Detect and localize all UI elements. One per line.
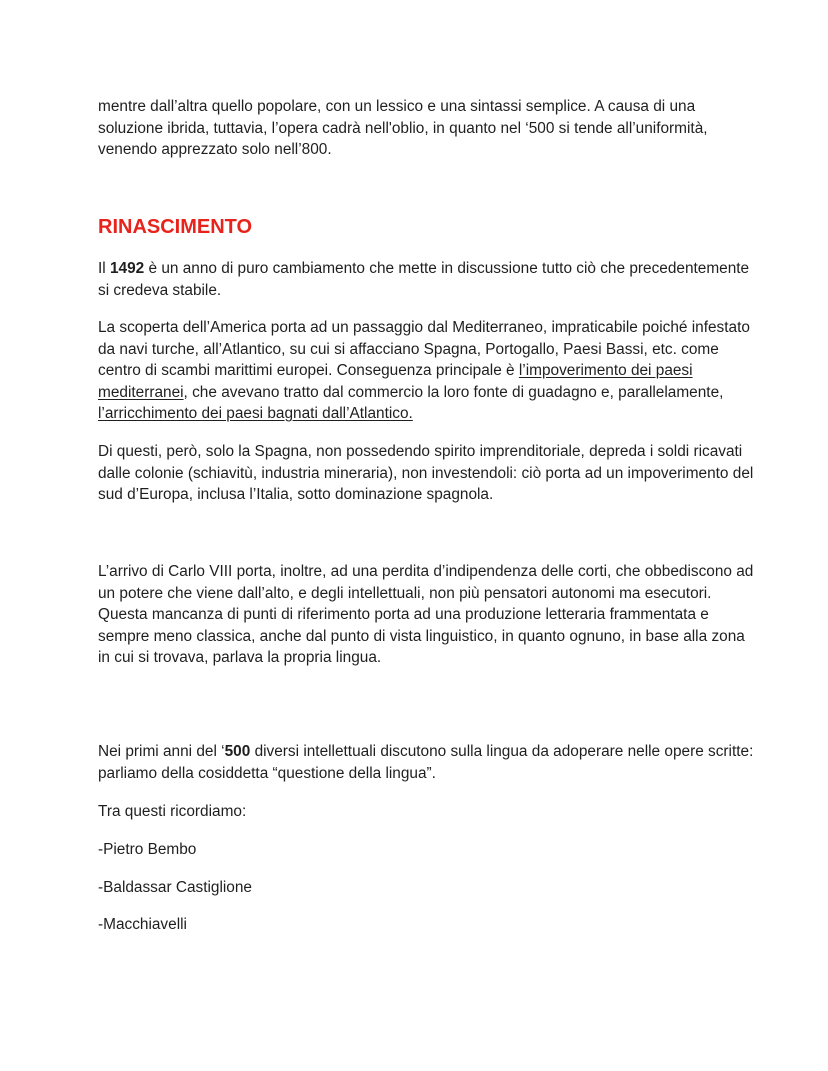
paragraph-text: La scoperta dell’America porta ad un passaggio dal Mediterraneo, impraticabile poiché infestato da navi turche, all’Atlantico, su cui si affacciano Spagna, Portogallo, Paesi Bassi, etc. come centro di scambi marittimi europei. Conseguenza principale è [98, 319, 750, 379]
paragraph-text: Il [98, 260, 110, 277]
underlined-text: l’impoverimento dei paesi mediterranei [98, 362, 693, 401]
paragraph-carlo-viii: L’arrivo di Carlo VIII porta, inoltre, ad una perdita d’indipendenza delle corti, che obbediscono ad un potere che viene dall’alto, e degli intellettuali, non più pensatori autonomi ma esecutori. Questa mancanza di punti di riferimento porta ad una produzione letteraria frammentata e sempre meno classica, anche dal punto di vista linguistico, in quanto ognuno, in base alla zona in cui si trovava, parlava la propria lingua. [98, 563, 754, 666]
paragraph-text: diversi intellettuali discutono sulla lingua da adoperare nelle opere scritte: parliamo della cosiddetta “questione della lingua”. [98, 743, 754, 782]
paragraph-text: Nei primi anni del ‘ [98, 743, 225, 760]
paragraph-1492 [98, 258, 758, 301]
paragraph-america [98, 317, 758, 425]
list-item: -Macchiavelli [98, 916, 187, 933]
paragraph-spagna: Di questi, però, solo la Spagna, non possedendo spirito imprenditoriale, depreda i soldi ricavati dalle colonie (schiavitù, industria mineraria), non investendoli: ciò porta ad un impoverimento del sud d’Europa, inclusa l’Italia, sotto dominazione spagnola. [98, 443, 754, 503]
paragraph-ricordiamo: Tra questi ricordiamo: [98, 803, 247, 820]
section-heading: RINASCIMENTO [98, 216, 253, 238]
underlined-text: l’arricchimento dei paesi bagnati dall’Atlantico. [98, 405, 413, 422]
bold-century: 500 [224, 743, 251, 760]
list-item: -Baldassar Castiglione [98, 879, 252, 896]
intro-paragraph: mentre dall’altra quello popolare, con un lessico e una sintassi semplice. A causa di una soluzione ibrida, tuttavia, l’opera cadrà nell'oblio, in quanto nel ‘500 si tende all’uniformità, venendo apprezzato solo nell’800. [98, 98, 708, 158]
paragraph-text: è un anno di puro cambiamento che mette in discussione tutto ciò che precedentemente si credeva stabile. [98, 260, 750, 299]
paragraph-text: , che avevano tratto dal commercio la loro fonte di guadagno e, parallelamente, [183, 383, 724, 401]
paragraph-questione-lingua [98, 741, 758, 784]
bold-year: 1492 [109, 260, 145, 277]
list-item: -Pietro Bembo [98, 841, 197, 858]
